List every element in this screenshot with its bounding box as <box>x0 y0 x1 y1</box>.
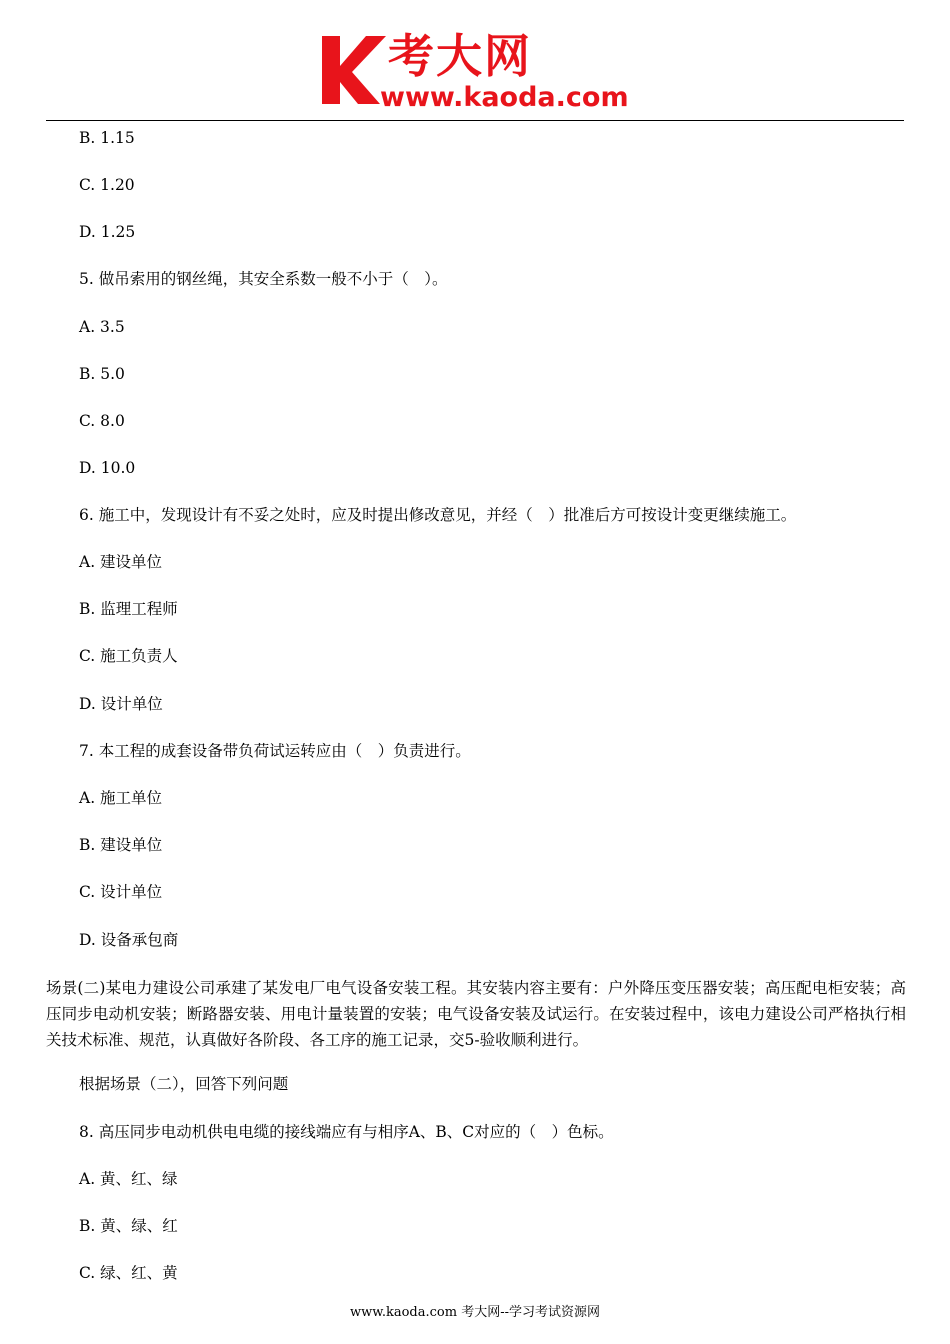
page-footer: www.kaoda.com 考大网--学习考试资源网 <box>350 1305 600 1320</box>
question-line: 6. 施工中，发现设计有不妥之处时，应及时提出修改意见，并经（ ）批准后方可按设计变更继续施工。 <box>79 506 797 524</box>
option-line: B. 5.0 <box>79 365 125 383</box>
option-line: D. 设备承包商 <box>79 931 179 949</box>
option-line: C. 1.20 <box>79 176 135 194</box>
instruction-line: 根据场景（二），回答下列问题 <box>79 1075 289 1093</box>
option-line: B. 1.15 <box>79 129 135 147</box>
option-line: B. 建设单位 <box>79 836 163 854</box>
k-logo-icon <box>318 32 388 106</box>
logo-chinese-name: 考大网 <box>388 29 532 83</box>
option-line: D. 设计单位 <box>79 695 163 713</box>
option-line: C. 绿、红、黄 <box>79 1264 178 1282</box>
question-line: 7. 本工程的成套设备带负荷试运转应由（ ）负责进行。 <box>79 742 471 760</box>
option-line: A. 建设单位 <box>79 553 163 571</box>
logo-url: www.kaoda.com <box>380 82 629 113</box>
kaoda-logo <box>318 28 648 114</box>
option-line: D. 1.25 <box>79 223 136 241</box>
option-line: C. 施工负责人 <box>79 647 178 665</box>
scenario-paragraph: 场景(二)某电力建设公司承建了某发电厂电气设备安装工程。其安装内容主要有：户外降压变压器安装；高压配电柜安装；高压同步电动机安装；断路器安装、用电计量装置的安装；电气设备安装及试运行。在安装过程中，该电力建设公司严格执行相关技术标准、规范，认真做好各阶段、各工序的施工记录，交5-验收顺利进行。 <box>46 979 906 1049</box>
header-divider <box>46 120 904 121</box>
option-line: B. 监理工程师 <box>79 600 178 618</box>
question-line: 8. 高压同步电动机供电电缆的接线端应有与相序A、B、C对应的（ ）色标。 <box>79 1123 614 1141</box>
option-line: A. 施工单位 <box>79 789 163 807</box>
option-line: B. 黄、绿、红 <box>79 1217 178 1235</box>
option-line: C. 设计单位 <box>79 883 163 901</box>
option-line: A. 黄、红、绿 <box>79 1170 178 1188</box>
option-line: D. 10.0 <box>79 459 136 477</box>
question-line: 5. 做吊索用的钢丝绳，其安全系数一般不小于（ ）。 <box>79 270 448 288</box>
option-line: A. 3.5 <box>79 318 125 336</box>
option-line: C. 8.0 <box>79 412 125 430</box>
